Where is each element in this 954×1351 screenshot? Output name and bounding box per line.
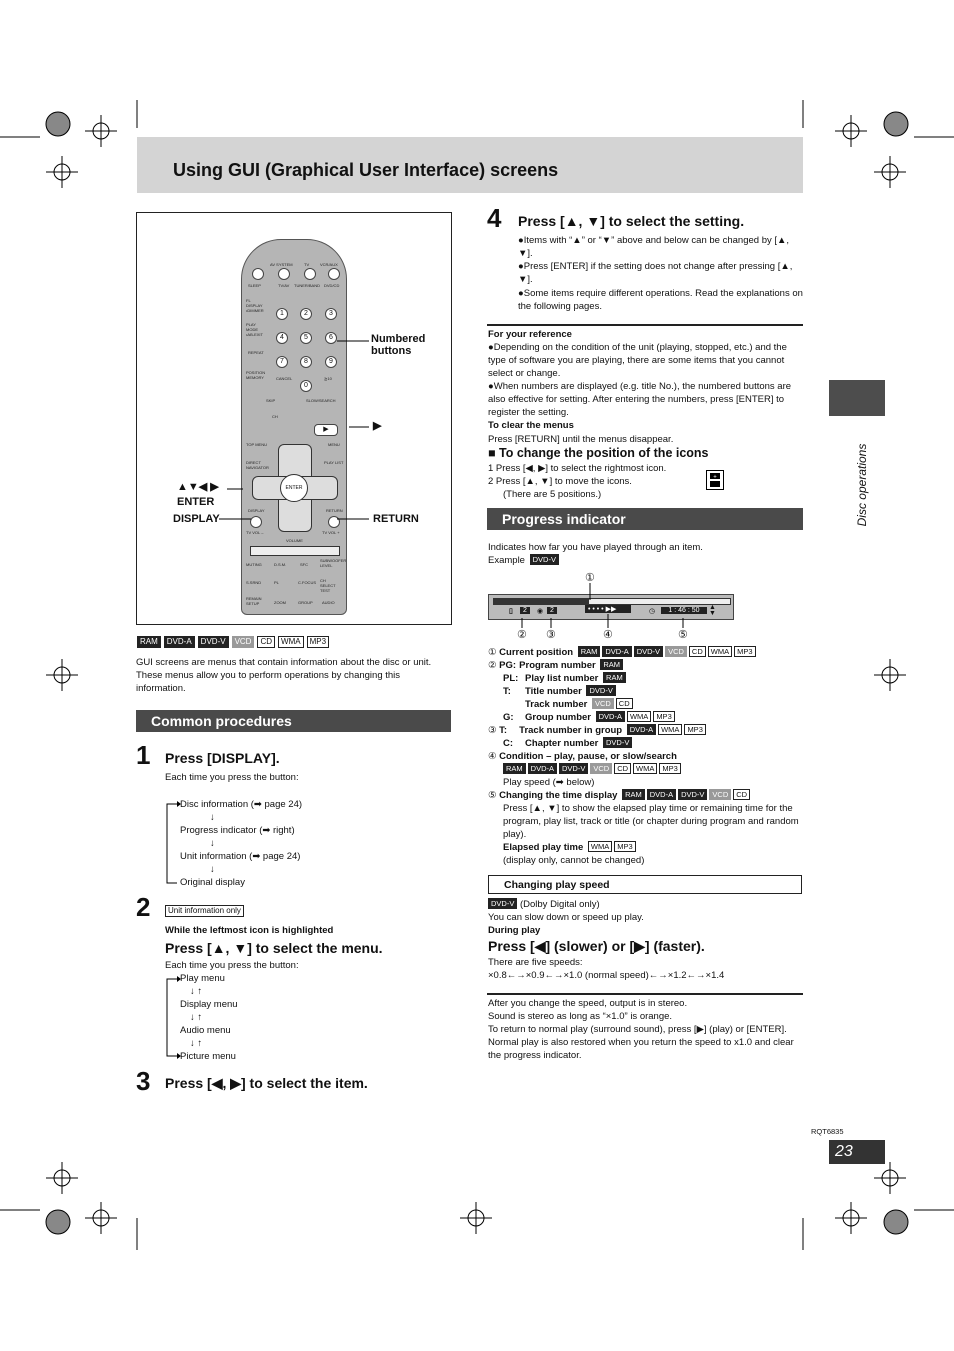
flow-arrow: ↓ xyxy=(210,864,215,875)
step-4-number: 4 xyxy=(487,203,502,233)
item-num: ④ xyxy=(488,751,497,762)
tag: DVD-A xyxy=(647,789,676,800)
tag: MP3 xyxy=(653,711,674,722)
icons-step: 2 Press [▲, ▼] to move the icons. xyxy=(488,476,632,487)
arrows-callout: ▲▼◀ ▶ xyxy=(177,481,219,493)
cancel-label: CANCEL xyxy=(276,376,293,381)
step-2-flow-bracket xyxy=(165,972,185,1062)
side-label: Disc operations xyxy=(855,443,869,527)
flow-updown: ↓ ↑ xyxy=(190,1038,203,1049)
tag: MP3 xyxy=(659,763,680,774)
speeds-sequence: ×0.8←→×0.9←→×1.0 (normal speed)←→×1.2←→×1.4 xyxy=(488,970,725,981)
flow-progress: Progress indicator (➡ right) xyxy=(180,825,295,836)
tag: RAM xyxy=(600,659,623,670)
item-key: G: xyxy=(503,712,514,723)
slow-search-label: SLOW/SEARCH xyxy=(306,398,336,403)
tag: CD xyxy=(733,789,750,800)
step-2-number: 2 xyxy=(136,892,151,922)
progress-item xyxy=(488,659,804,672)
item-num: ② xyxy=(488,660,497,671)
progress-item xyxy=(488,789,804,802)
step-2-note: While the leftmost icon is highlighted xyxy=(165,925,334,936)
progress-item xyxy=(488,724,804,737)
tag: CD xyxy=(614,763,631,774)
page-number: 23 xyxy=(829,1140,885,1164)
tv-vol-minus-label: TV VOL – xyxy=(246,530,264,535)
speed-note: After you change the speed, output is in stereo. xyxy=(488,998,688,1009)
item-key: Condition – play, pause, or slow/search xyxy=(499,751,677,762)
doc-code: RQT6835 xyxy=(811,1127,844,1136)
speed-note: To return to normal play (surround sound), press [▶] (play) or [ENTER]. xyxy=(488,1024,787,1035)
digit-8: 8 xyxy=(300,356,312,368)
step-4-bullet: ●Press [ENTER] if the setting does not change after pressing [▲, ▼]. xyxy=(518,261,793,285)
tag: RAM xyxy=(503,763,526,774)
digit-6: 6 xyxy=(325,332,337,344)
progress-item xyxy=(488,711,804,724)
callout-leader-lines xyxy=(488,580,732,630)
speed-notes xyxy=(488,997,804,1062)
digit-3: 3 xyxy=(325,308,337,320)
chapter-icon: ◉ xyxy=(537,608,544,615)
tag: DVD-A xyxy=(596,711,625,722)
tv-label: TV xyxy=(304,262,310,267)
tag: VCD xyxy=(665,646,687,657)
item-value: Play speed (➡ below) xyxy=(503,777,595,788)
elapsed-line xyxy=(488,841,804,854)
progress-item xyxy=(488,763,804,776)
format-cd: CD xyxy=(257,636,275,648)
tag: WMA xyxy=(588,841,612,852)
tag: MP3 xyxy=(684,724,705,735)
step-1-heading: Press [DISPLAY]. xyxy=(165,750,280,766)
s-srnd-label: S.SRND xyxy=(246,580,262,585)
item-value: Play list number xyxy=(525,673,599,684)
page-title: Using GUI (Graphical User Interface) screens xyxy=(173,160,559,180)
item-value: Group number xyxy=(525,712,591,723)
tv-vol-plus-label: TV VOL + xyxy=(322,530,340,535)
example-label xyxy=(488,554,559,567)
divider xyxy=(487,324,803,326)
position-memory-label: POSITION MEMORY xyxy=(246,370,266,380)
example-tag: DVD-V xyxy=(530,554,559,565)
tag: WMA xyxy=(708,646,732,657)
sleep-label: SLEEP xyxy=(248,283,261,288)
display-label: DISPLAY xyxy=(248,508,265,513)
progress-desc: Indicates how far you have played through an item. xyxy=(488,542,703,553)
icons-step: 1 Press [◀, ▶] to select the rightmost icon. xyxy=(488,463,667,474)
step-2-sub: Each time you press the button: xyxy=(165,960,299,971)
step-4-bullet: ●Some items require different operations. Read the explanations on the following pages. xyxy=(518,288,803,312)
group-label: GROUP xyxy=(298,600,313,605)
tag: DVD-A xyxy=(602,646,631,657)
item-key: Current position xyxy=(499,647,574,658)
flow-updown: ↓ ↑ xyxy=(190,1012,203,1023)
step-1-sub: Each time you press the button: xyxy=(165,772,299,783)
during-play-label: During play xyxy=(488,925,541,936)
chapter-value: 2 xyxy=(547,607,557,614)
progress-item xyxy=(488,685,804,698)
digit-0: 0 xyxy=(300,380,312,392)
tag: DVD-V xyxy=(678,789,707,800)
dsm-label: D.S.M. xyxy=(274,562,287,567)
five-speeds-label: There are five speeds: xyxy=(488,957,583,968)
tag: VCD xyxy=(709,789,731,800)
tuner-band-label: TUNER/BAND xyxy=(294,283,321,288)
item-key: T: xyxy=(503,686,511,697)
reference-item: ●Depending on the condition of the unit (playing, stopped, etc.) and the type of software you are playing, there are some items that you cannot select or change. xyxy=(488,342,787,379)
item-key: PL: xyxy=(503,673,519,684)
plus10-label: ≧10 xyxy=(324,376,332,381)
digit-4: 4 xyxy=(276,332,288,344)
return-callout: RETURN xyxy=(373,513,419,525)
format-dvd-v: DVD-V xyxy=(198,636,229,648)
progress-items-list xyxy=(488,646,804,867)
step-3-heading: Press [◀, ▶] to select the item. xyxy=(165,1075,368,1091)
vcr-aux-label: VCR/AUX xyxy=(320,262,338,267)
pl-label: PL xyxy=(274,580,279,585)
callout-4: ④ xyxy=(603,629,613,641)
time-value: 1 : 46 : 50 xyxy=(661,607,707,614)
progress-item xyxy=(488,776,804,789)
format-dvd-a: DVD-A xyxy=(164,636,195,648)
tag: RAM xyxy=(622,789,645,800)
recall-setup-label: REMAIN SETUP xyxy=(246,596,262,606)
icon-position-icon xyxy=(706,470,724,490)
step-3-number: 3 xyxy=(136,1066,151,1096)
reference-title: For your reference xyxy=(488,329,572,340)
callout-1: ① xyxy=(585,572,595,584)
tag: DVD-A xyxy=(627,724,656,735)
format-badges xyxy=(137,631,332,649)
item-num: ③ xyxy=(488,725,497,736)
flow-unit-info: Unit information (➡ page 24) xyxy=(180,851,301,862)
digit-9: 9 xyxy=(325,356,337,368)
tag: MP3 xyxy=(614,841,635,852)
unit-info-only-badge: Unit information only xyxy=(165,905,244,917)
pg-value: 2 xyxy=(520,607,530,614)
speed-tag: DVD-V xyxy=(488,898,517,909)
flow-disc-info: Disc information (➡ page 24) xyxy=(180,799,303,810)
enter-button-illustration: ENTER xyxy=(280,474,308,502)
clear-menus-text: Press [RETURN] until the menus disappear. xyxy=(488,434,674,445)
item-value: Program number xyxy=(519,660,596,671)
progress-item xyxy=(488,646,804,659)
speed-line1: You can slow down or speed up play. xyxy=(488,912,644,923)
play-callout: ▶ xyxy=(373,420,382,432)
play-button-illustration: ▶ xyxy=(314,424,338,436)
reference-item: ●When numbers are displayed (e.g. title No.), the numbered buttons are also effective for setting. After entering the numbers, press [ENTER] to register the setting. xyxy=(488,381,792,418)
svg-text:+: + xyxy=(713,474,717,481)
play-mode-label: PLAY MODE •AB-EXIT xyxy=(246,322,263,337)
direct-navigator-label: DIRECT NAVIGATOR xyxy=(246,460,269,470)
format-wma: WMA xyxy=(278,636,304,648)
digit-1: 1 xyxy=(276,308,288,320)
fl-display-label: FL DISPLAY •DIMMER xyxy=(246,298,264,313)
tag: DVD-V xyxy=(634,646,663,657)
tag: VCD xyxy=(592,698,614,709)
tag: RAM xyxy=(603,672,626,683)
flow-updown: ↓ ↑ xyxy=(190,986,203,997)
item-key: PG: xyxy=(499,660,517,671)
tag: DVD-V xyxy=(603,737,632,748)
repeat-label: REPEAT xyxy=(248,350,264,355)
clear-menus-title: To clear the menus xyxy=(488,420,574,431)
example-text: Example xyxy=(488,555,525,566)
muting-label: MUTING xyxy=(246,562,262,567)
tv-av-label: TV/AV xyxy=(278,283,290,288)
pg-icon: ▯ xyxy=(509,608,513,615)
tag: VCD xyxy=(590,763,612,774)
divider xyxy=(487,993,803,995)
enter-callout: ENTER xyxy=(177,496,215,508)
icons-position-title: ■ To change the position of the icons xyxy=(488,446,709,460)
top-menu-label: TOP MENU xyxy=(246,442,267,447)
progress-item xyxy=(488,698,804,711)
common-procedures-heading: Common procedures xyxy=(136,710,451,732)
play-speed-box: Changing play speed xyxy=(488,875,802,894)
side-tab xyxy=(829,380,885,416)
intro-text: GUI screens are menus that contain information about the disc or unit. These menus allow you to perform operations by changing this information. xyxy=(136,657,432,694)
item-num: ① xyxy=(488,647,497,658)
sfc-label: SFC xyxy=(300,562,308,567)
progress-indicator-heading: Progress indicator xyxy=(487,508,803,530)
step-4-bullet: ●Items with “▲” or “▼” above and below can be changed by [▲, ▼]. xyxy=(518,235,790,259)
digit-2: 2 xyxy=(300,308,312,320)
c-focus-label: C.FOCUS xyxy=(298,580,316,585)
tag: WMA xyxy=(627,711,651,722)
digit-7: 7 xyxy=(276,356,288,368)
callout-3: ③ xyxy=(546,629,556,641)
tag: CD xyxy=(616,698,633,709)
flow-arrow: ↓ xyxy=(210,812,215,823)
flow-original: Original display xyxy=(180,877,245,888)
item-value: Track number xyxy=(525,699,588,710)
ch-label: CH xyxy=(272,414,278,419)
format-vcd: VCD xyxy=(232,636,255,648)
callout-2: ② xyxy=(517,629,527,641)
progress-item xyxy=(488,672,804,685)
tag: DVD-A xyxy=(528,763,557,774)
progress-item xyxy=(488,737,804,750)
callout-5: ⑤ xyxy=(678,629,688,641)
numbered-buttons-callout: Numbered buttons xyxy=(371,333,426,357)
tag: RAM xyxy=(578,646,601,657)
speed-note: Normal play is also restored when you return the speed to x1.0 and clear the progress indicator. xyxy=(488,1037,794,1061)
step-2-heading: Press [▲, ▼] to select the menu. xyxy=(165,940,383,956)
tag: WMA xyxy=(633,763,657,774)
tag: WMA xyxy=(658,724,682,735)
step-4-heading: Press [▲, ▼] to select the setting. xyxy=(518,213,745,229)
display-callout: DISPLAY xyxy=(173,513,220,525)
tag: MP3 xyxy=(734,646,755,657)
subwoofer-label: SUBWOOFER LEVEL xyxy=(320,558,347,568)
speed-tag-line xyxy=(488,898,600,911)
tag: DVD-V xyxy=(559,763,588,774)
digit-5: 5 xyxy=(300,332,312,344)
item-num: ⑤ xyxy=(488,790,497,801)
av-system-label: AV SYSTEM xyxy=(270,262,293,267)
item-key: C: xyxy=(503,738,514,749)
speed-note: Sound is stereo as long as “×1.0” is orange. xyxy=(488,1011,673,1022)
menu-flow-play: Play menu xyxy=(180,973,225,984)
tag: CD xyxy=(689,646,706,657)
flow-arrow: ↓ xyxy=(210,838,215,849)
remote-illustration-frame xyxy=(136,212,452,625)
item-value: Chapter number xyxy=(525,738,599,749)
format-ram: RAM xyxy=(137,636,161,648)
progress-item xyxy=(488,750,804,763)
menu-flow-audio: Audio menu xyxy=(180,1025,231,1036)
menu-flow-picture: Picture menu xyxy=(180,1051,236,1062)
updown-arrows-icon: ▲ ▼ xyxy=(709,604,716,617)
time-display-text: Press [▲, ▼] to show the elapsed play time or remaining time for the program, play list, track or title (or chapter during program and random play). xyxy=(503,803,799,840)
callout-lines xyxy=(137,213,451,624)
item-key: Changing the time display xyxy=(499,790,618,801)
clock-icon: ◷ xyxy=(649,608,656,615)
dvd-cd-label: DVD/CD xyxy=(324,283,340,288)
format-mp3: MP3 xyxy=(307,636,329,648)
step-1-number: 1 xyxy=(136,740,151,770)
speed-tag-note: (Dolby Digital only) xyxy=(519,899,600,910)
item-value: Title number xyxy=(525,686,582,697)
zoom-label: ZOOM xyxy=(274,600,286,605)
audio-label: AUDIO xyxy=(322,600,335,605)
play-condition: • • • • ▶▶ xyxy=(585,605,631,613)
play-list-label: PLAY LIST xyxy=(324,460,344,465)
tag: DVD-V xyxy=(586,685,615,696)
icons-step-note: (There are 5 positions.) xyxy=(503,489,602,500)
speed-heading: Press [◀] (slower) or [▶] (faster). xyxy=(488,938,705,954)
item-value: Track number in group xyxy=(519,725,623,736)
item-key: T: xyxy=(499,725,508,736)
skip-label: SKIP xyxy=(266,398,276,403)
elapsed-note: (display only, cannot be changed) xyxy=(503,855,645,866)
ch-select-label: CH SELECT TEST xyxy=(320,578,336,593)
menu-label: MENU xyxy=(328,442,340,447)
elapsed-title: Elapsed play time xyxy=(503,842,584,853)
volume-label: VOLUME xyxy=(286,538,303,543)
menu-flow-display: Display menu xyxy=(180,999,238,1010)
return-label: RETURN xyxy=(326,508,343,513)
